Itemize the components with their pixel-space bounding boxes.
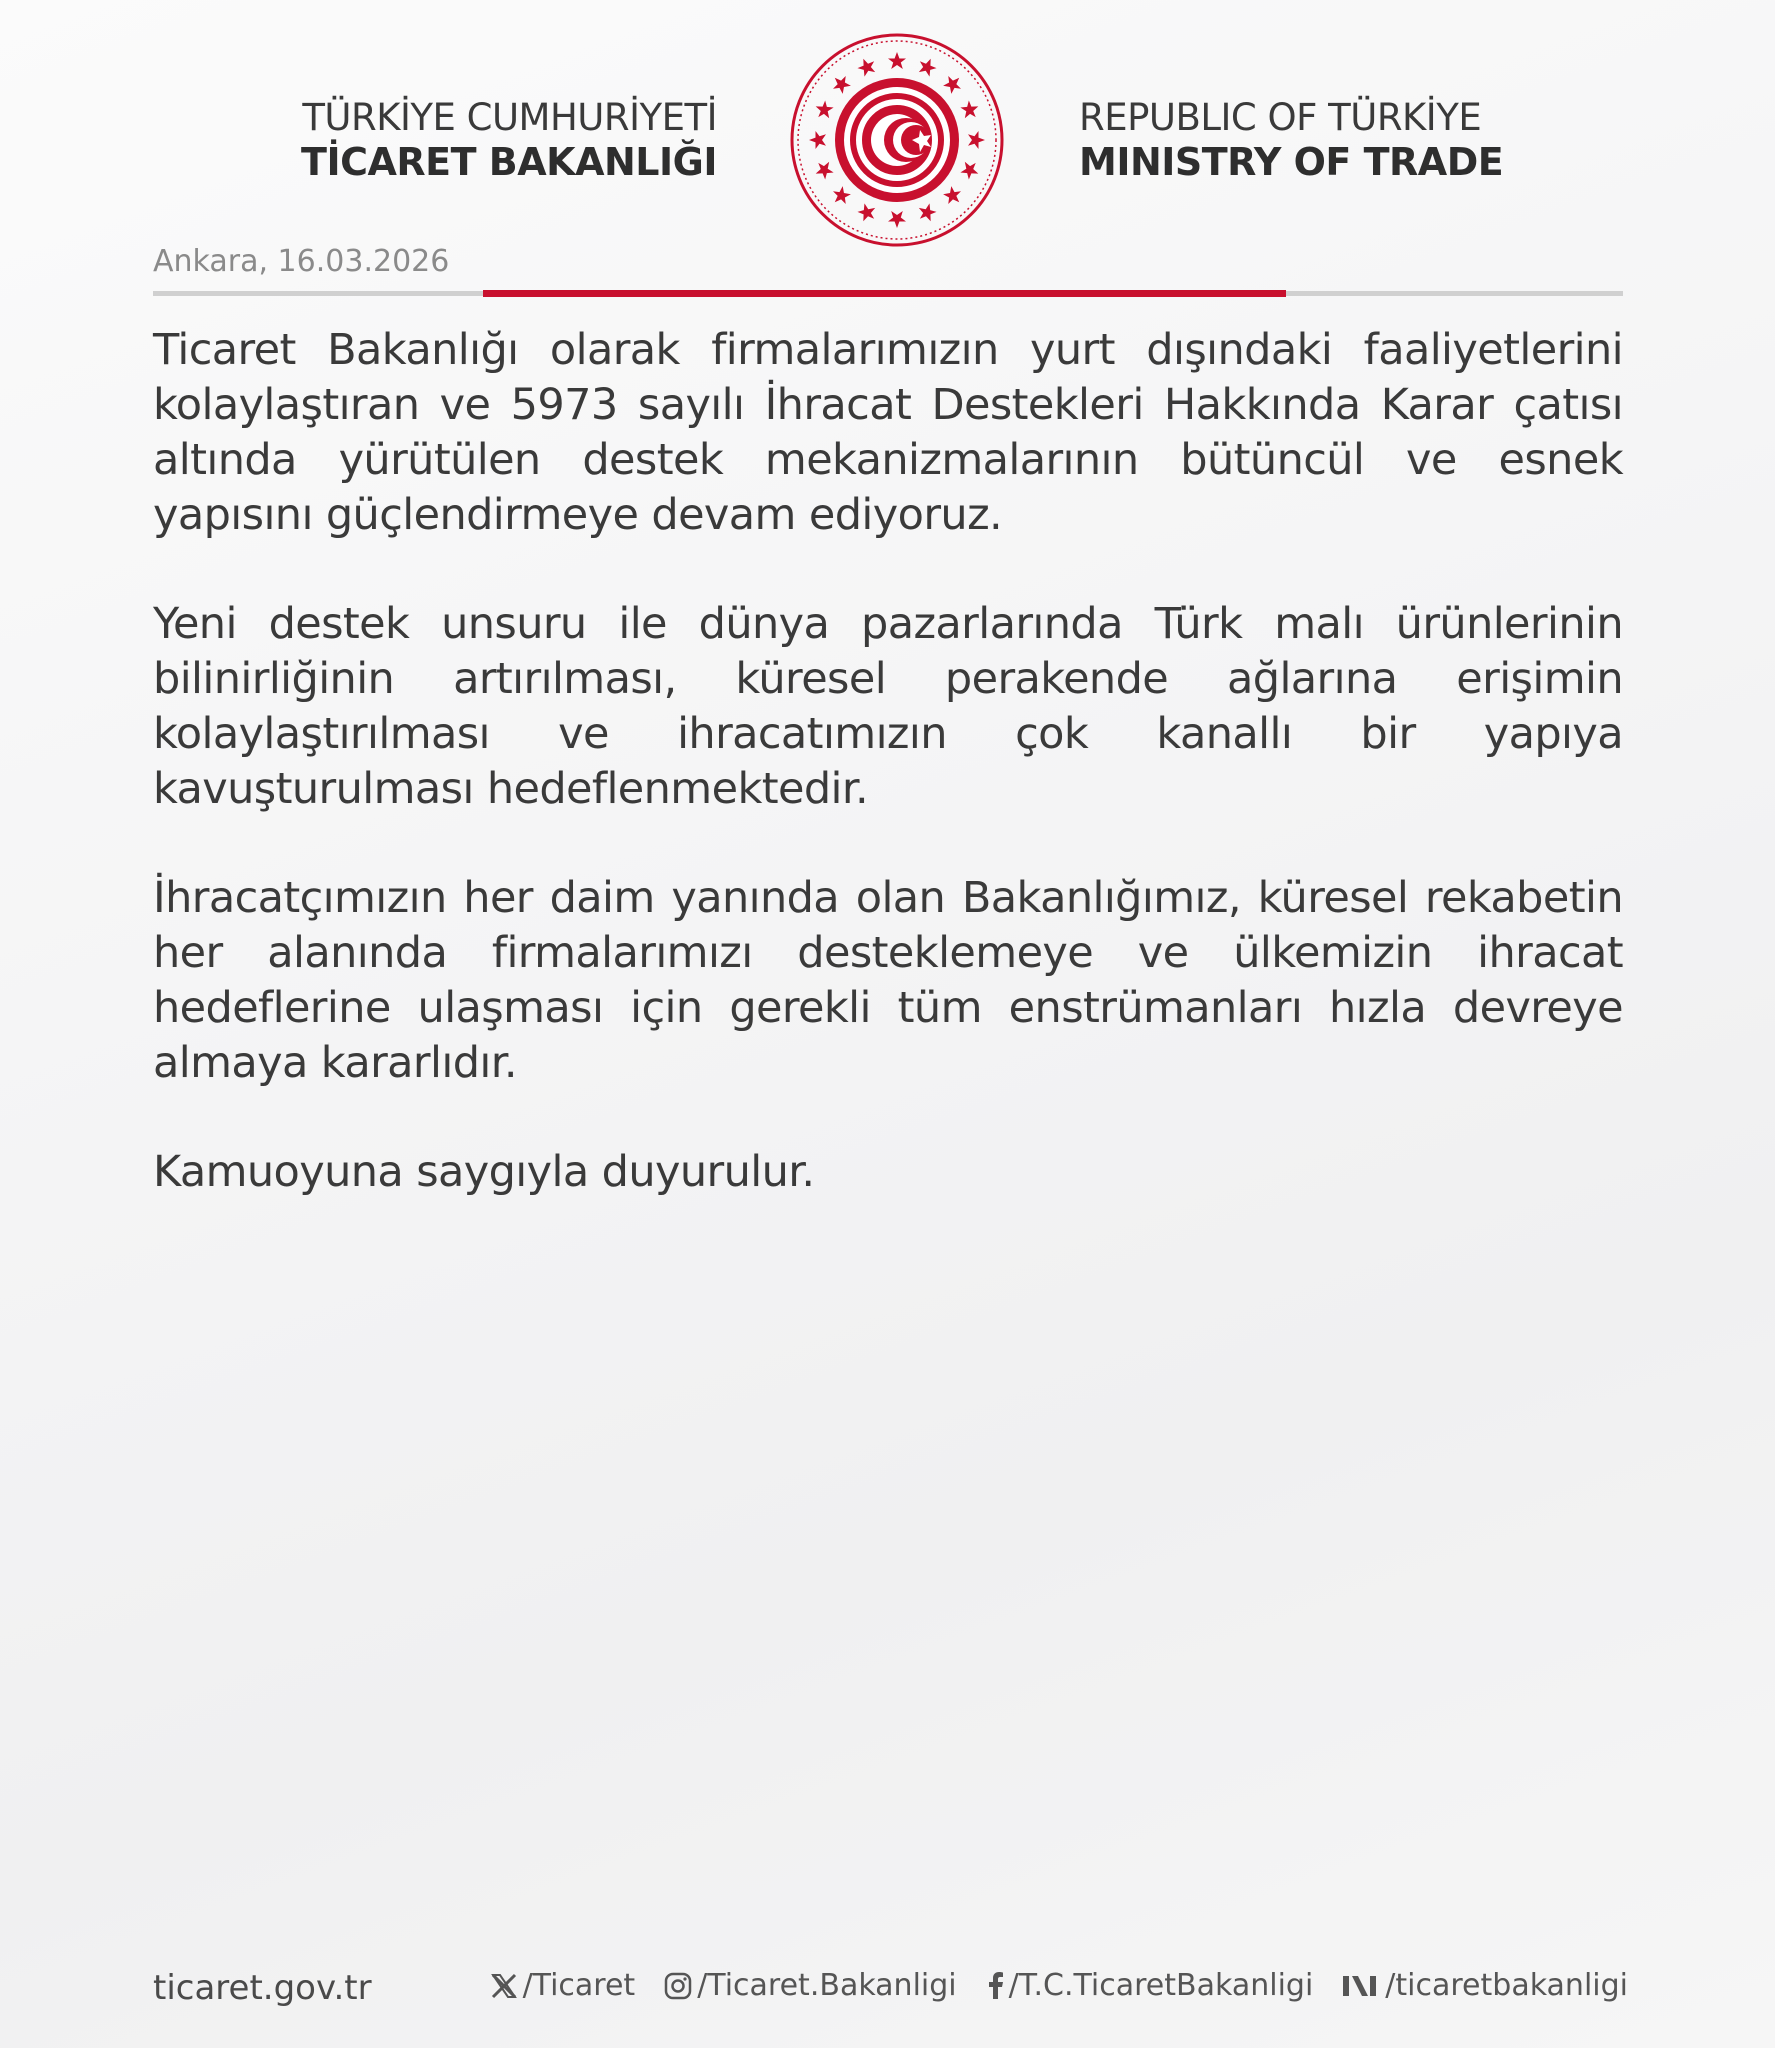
header-divider-accent xyxy=(483,290,1286,297)
paragraph-2: Yeni destek unsuru ile dünya pazarlarında Türk malı ürünlerinin bilinirliğinin artırılması, küresel perakende ağlarına erişimin kolaylaştırılması ve ihracatımızın çok kanallı bir yapıya kavuşturulması hedeflenmektedir. xyxy=(153,599,1623,814)
social-nsosyal[interactable] xyxy=(1341,1968,1628,2003)
instagram-icon xyxy=(663,1971,693,2001)
press-release-body xyxy=(153,323,1623,1200)
x-icon xyxy=(489,1971,519,2001)
header-ministry-tr: TİCARET BAKANLIĞI xyxy=(301,140,717,185)
social-x[interactable] xyxy=(489,1968,636,2003)
social-links xyxy=(489,1968,1628,2003)
header-country-tr: TÜRKİYE CUMHURİYETİ xyxy=(302,96,717,139)
header-country-en: REPUBLIC OF TÜRKİYE xyxy=(1079,96,1482,139)
social-nsosyal-label: /ticaretbakanligi xyxy=(1385,1968,1628,2003)
social-instagram-label: /Ticaret.Bakanligi xyxy=(697,1968,957,2003)
social-facebook-label: /T.C.TicaretBakanligi xyxy=(1008,1968,1314,2003)
paragraph-3: İhracatçımızın her daim yanında olan Bakanlığımız, küresel rekabetin her alanında firmalarımızı desteklemeye ve ülkemizin ihracat hedeflerine ulaşması için gerekli tüm enstrümanları hızla devreye almaya kararlıdır. xyxy=(153,873,1623,1088)
ministry-emblem-icon xyxy=(788,31,1006,249)
header-english xyxy=(1079,96,1503,186)
nsosyal-icon xyxy=(1341,1971,1381,2001)
paragraph-1: Ticaret Bakanlığı olarak firmalarımızın yurt dışındaki faaliyetlerini kolaylaştıran ve 5973 sayılı İhracat Destekleri Hakkında Karar çatısı altında yürütülen destek mekanizmalarının bütüncül ve esnek yapısını güçlendirmeye devam ediyoruz. xyxy=(153,325,1623,540)
closing-line: Kamuoyuna saygıyla duyurulur. xyxy=(153,1147,815,1197)
social-instagram[interactable] xyxy=(663,1968,956,2003)
date-line: Ankara, 16.03.2026 xyxy=(153,244,450,279)
header-turkish xyxy=(301,96,717,186)
website-link[interactable]: ticaret.gov.tr xyxy=(153,1968,372,2008)
social-facebook[interactable] xyxy=(985,1968,1314,2003)
facebook-icon xyxy=(985,1971,1005,2001)
social-x-label: /Ticaret xyxy=(522,1968,636,2003)
header-ministry-en: MINISTRY OF TRADE xyxy=(1079,140,1504,185)
